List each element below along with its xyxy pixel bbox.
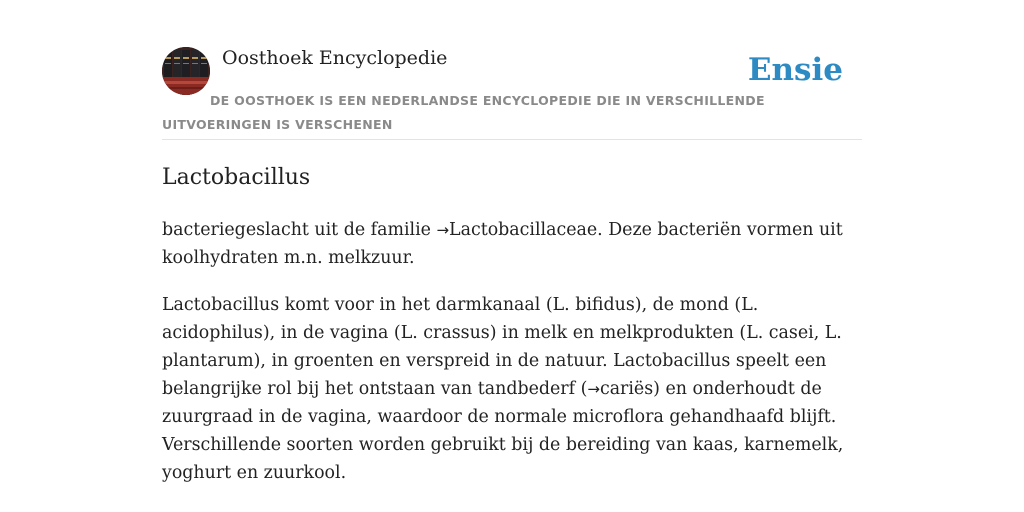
paragraph-text: bacteriegeslacht uit de familie (162, 220, 437, 240)
paragraph-text: ) en onderhoudt de zuurgraad in de vagina, waardoor de normale microflora gehandhaafd blijft. Verschillende soorten worden gebruikt bij de bereiding van kaas, karnemelk, yoghurt en zuurkool. (162, 379, 844, 483)
link-label: cariës (599, 379, 654, 399)
ensie-logo-link[interactable]: Ensie (747, 52, 843, 88)
link-caries[interactable] (587, 379, 653, 399)
paragraph-text: . Deze bacteriën vormen uit koolhydraten m.n. melkzuur. (162, 220, 843, 268)
page-header (162, 46, 862, 140)
paragraph-text: Lactobacillus komt voor in het darmkanaal (L. bifidus), de mond (L. acidophilus), in de vagina (L. crassus) in melk en melkprodukten (L. casei, L. plantarum), in groenten en verspreid in de natuur. Lactobacillus speelt een belangrijke rol bij het ontstaan van tandbederf ( (162, 295, 842, 399)
article-paragraph-2 (162, 291, 862, 487)
link-label: Lactobacillaceae (449, 220, 598, 240)
source-name[interactable]: Oosthoek Encyclopedie (222, 47, 448, 69)
article-paragraph-1 (162, 216, 862, 272)
arrow-right-icon: → (436, 221, 450, 239)
arrow-right-icon: → (587, 380, 600, 398)
link-lactobacillaceae[interactable] (436, 220, 597, 240)
books-avatar-icon[interactable] (162, 47, 210, 95)
article-title: Lactobacillus (162, 165, 311, 190)
source-tagline: DE OOSTHOEK IS EEN NEDERLANDSE ENCYCLOPEDIE DIE IN VERSCHILLENDE UITVOERINGEN IS VERSCHENEN (162, 93, 765, 132)
